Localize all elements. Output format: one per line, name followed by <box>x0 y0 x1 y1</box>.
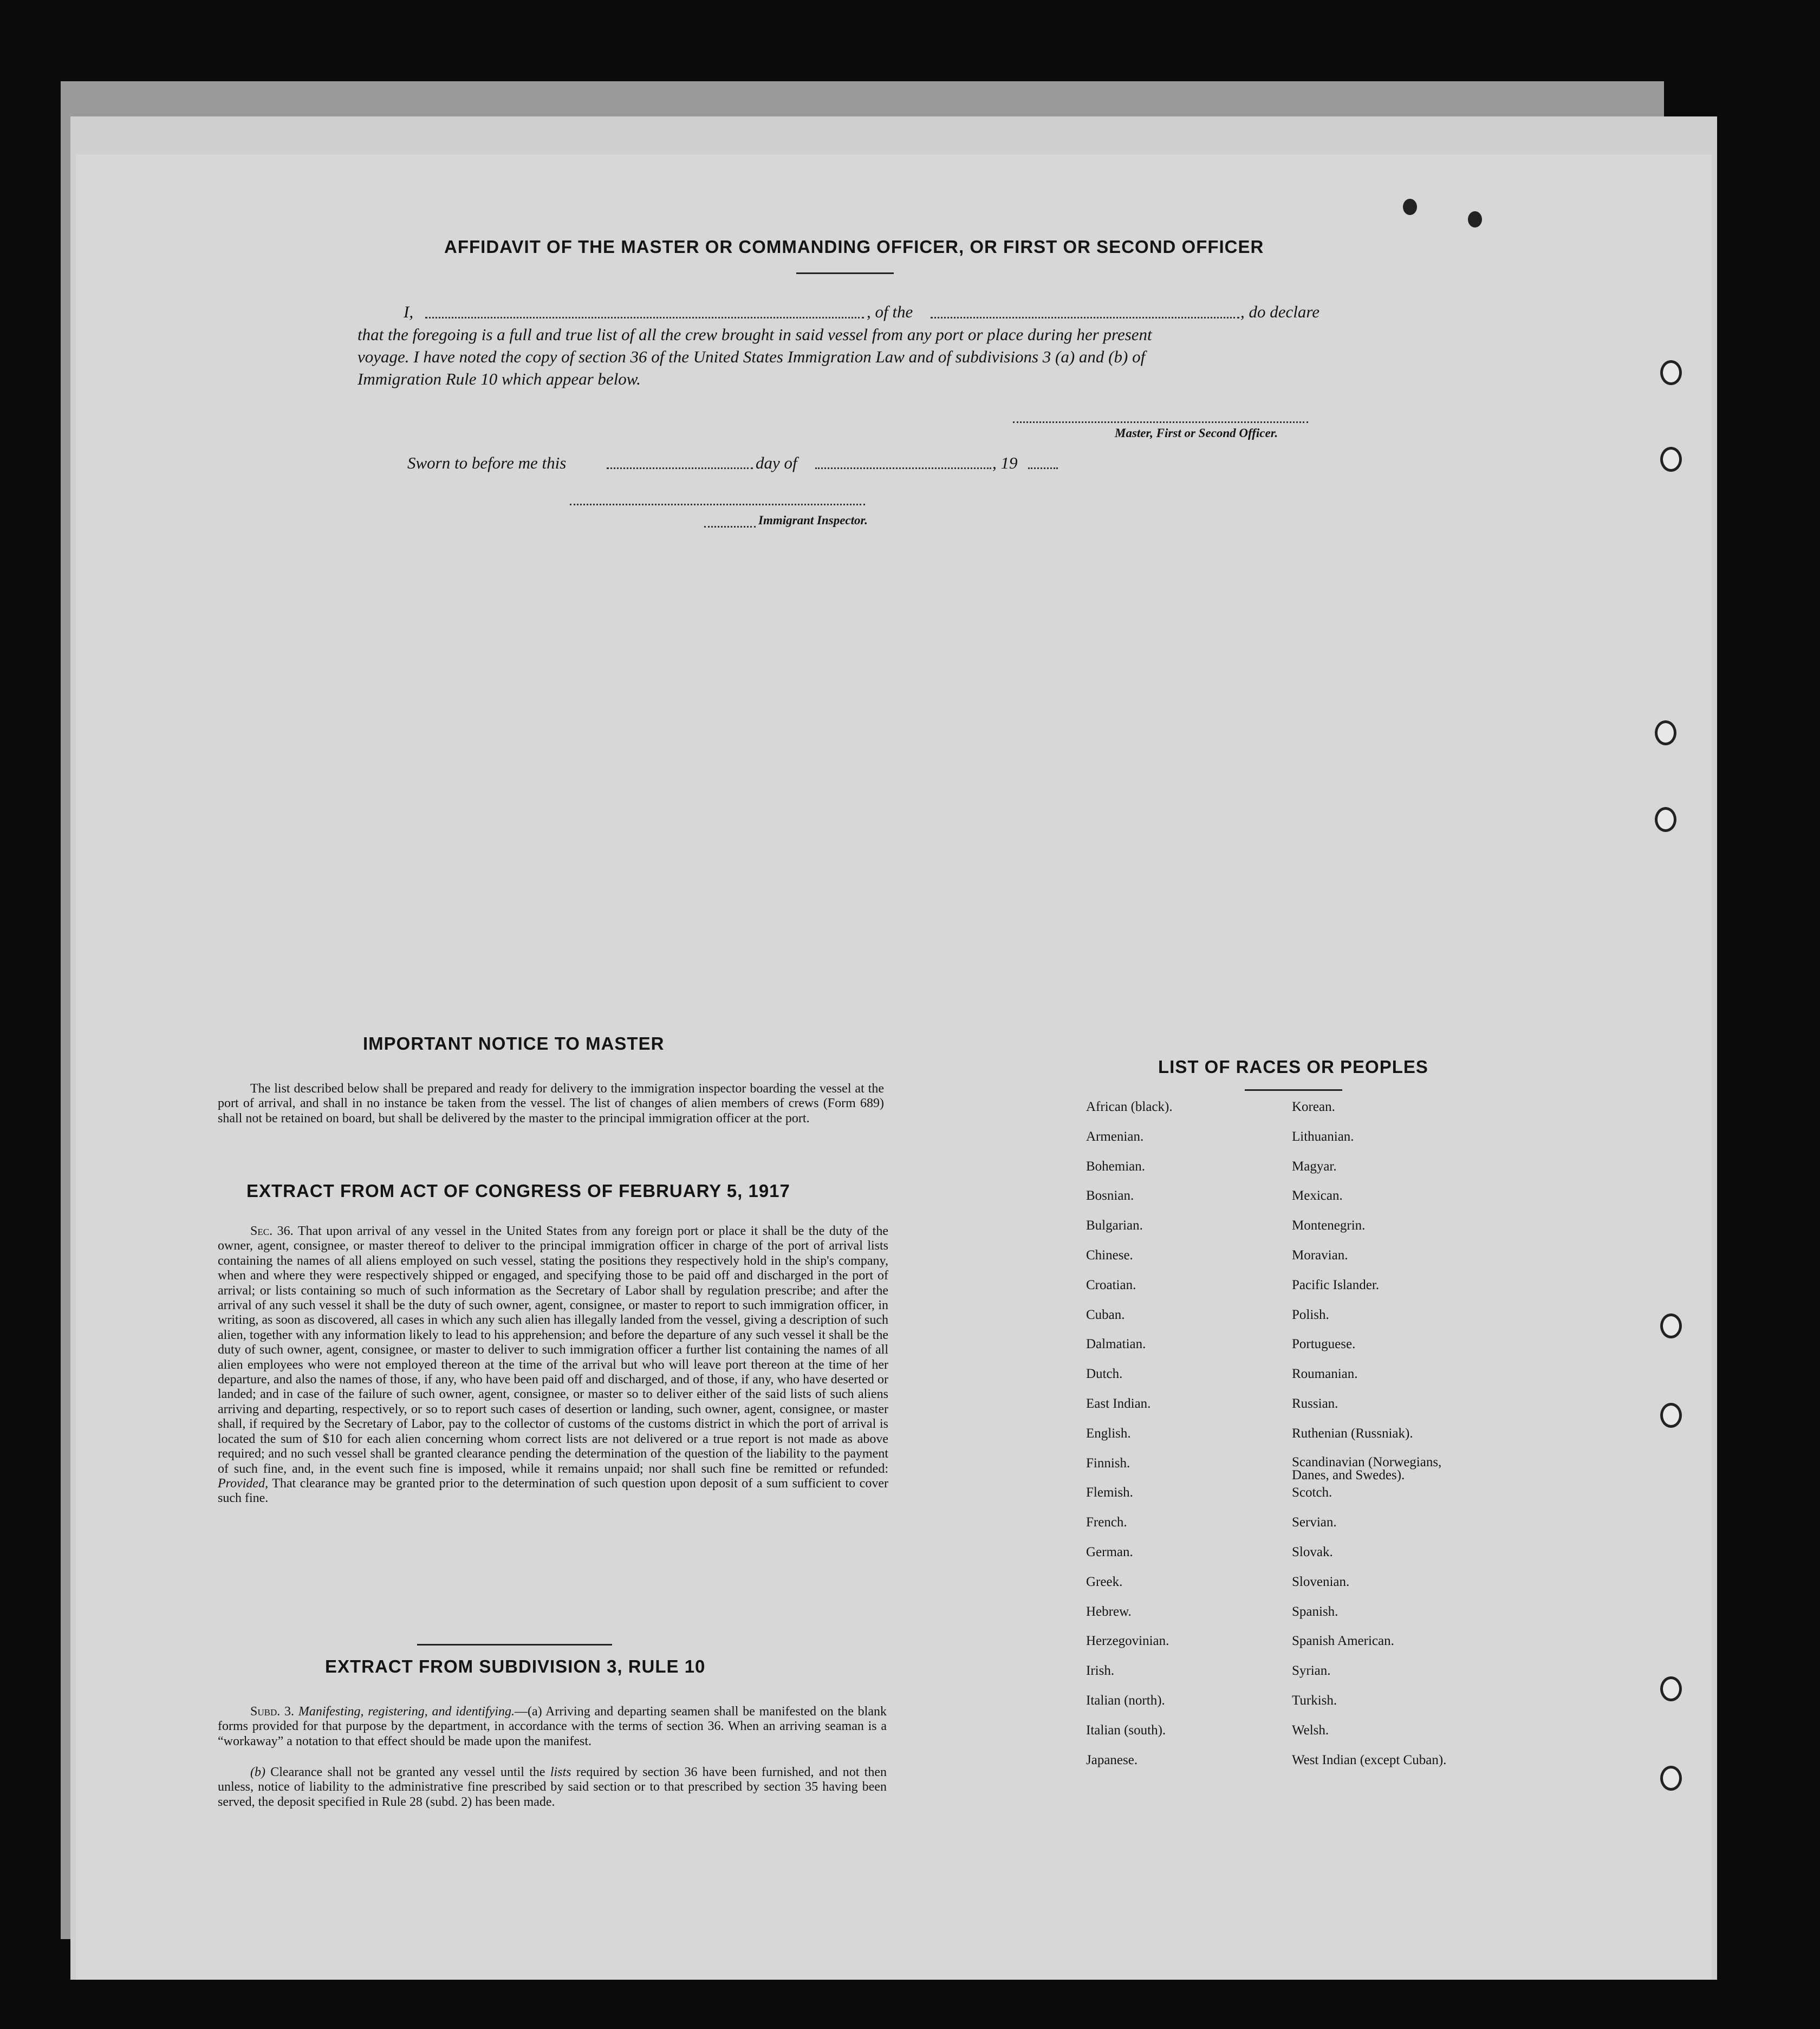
act-end-rule <box>417 1644 612 1646</box>
race-item-left: German. <box>1086 1544 1133 1559</box>
act-title: EXTRACT FROM ACT OF CONGRESS OF FEBRUARY 5, 1917 <box>246 1181 790 1201</box>
races-title-rule <box>1245 1089 1342 1091</box>
race-item-left: Flemish. <box>1086 1485 1133 1500</box>
affidavit-line2: that the foregoing is a full and true list of all the crew brought in said vessel from any port or place during her present <box>358 325 1152 344</box>
notice-title: IMPORTANT NOTICE TO MASTER <box>363 1033 665 1053</box>
title-rule <box>796 272 894 274</box>
inspector-prefix-line <box>704 526 756 528</box>
race-item-left: Bohemian. <box>1086 1159 1146 1174</box>
race-row <box>1086 1100 1476 1129</box>
rule-para-b <box>218 1765 887 1810</box>
year-blank <box>1028 467 1058 469</box>
rule-title: EXTRACT FROM SUBDIVISION 3, RULE 10 <box>325 1656 706 1676</box>
race-item-right: Slovenian. <box>1292 1574 1350 1589</box>
binder-ring <box>1660 1403 1682 1428</box>
race-row <box>1086 1159 1476 1189</box>
race-item-left: African (black). <box>1086 1100 1173 1114</box>
document-sheet <box>76 154 1712 1980</box>
race-row <box>1086 1218 1476 1248</box>
binder-ring <box>1660 447 1682 472</box>
race-item-right: Montenegrin. <box>1292 1218 1366 1233</box>
rule-para-a <box>218 1705 887 1749</box>
sworn-end: , 19 <box>992 453 1018 472</box>
affidavit-line3: voyage. I have noted the copy of section 36 of the United States Immigration Law and of subdivisions 3 (a) and (b) of <box>358 347 1146 366</box>
para-b-label: (b) <box>250 1765 265 1779</box>
inspector-signature-line <box>570 504 865 505</box>
race-item-right: Lithuanian. <box>1292 1129 1354 1144</box>
race-row <box>1086 1367 1476 1396</box>
punch-hole <box>1403 199 1417 215</box>
race-item-left: Croatian. <box>1086 1277 1136 1292</box>
para-b-part2: required by section 36 have been furnished, and not then unless, notice of liability to the administrative fine prescribed by said section or to that prescribed by section 35 having been served, the deposit specified in Rule 28 (subd. 2) has been made. <box>218 1765 887 1809</box>
race-item-right: Moravian. <box>1292 1247 1348 1263</box>
race-item-right: Welsh. <box>1292 1722 1329 1738</box>
races-title: LIST OF RACES OR PEOPLES <box>1158 1057 1428 1077</box>
race-item-right: Slovak. <box>1292 1544 1333 1559</box>
race-row <box>1086 1545 1476 1575</box>
vessel-blank <box>931 317 1239 318</box>
binder-ring <box>1660 1313 1682 1338</box>
month-blank <box>815 467 991 469</box>
para-b-part1: Clearance shall not be granted any vessel until the <box>270 1765 545 1779</box>
race-row <box>1086 1753 1476 1783</box>
race-item-left: French. <box>1086 1515 1127 1530</box>
race-row <box>1086 1663 1476 1693</box>
race-row <box>1086 1308 1476 1337</box>
affidavit-line1-start: I, <box>404 302 414 321</box>
affidavit-line1-mid: , of the <box>867 302 913 321</box>
races-list <box>1086 1100 1476 1782</box>
race-item-left: Armenian. <box>1086 1129 1144 1144</box>
notice-text <box>218 1082 884 1126</box>
race-row <box>1086 1485 1476 1515</box>
race-item-left: Hebrew. <box>1086 1604 1132 1619</box>
race-item-right: Polish. <box>1292 1307 1329 1322</box>
race-item-right: Spanish American. <box>1292 1634 1394 1649</box>
subd-label: Subd. 3. <box>250 1705 295 1719</box>
race-row <box>1086 1604 1476 1634</box>
race-item-left: Irish. <box>1086 1663 1115 1679</box>
race-item-right: Spanish. <box>1292 1604 1338 1619</box>
para-b-lists: lists <box>550 1765 571 1779</box>
race-row <box>1086 1515 1476 1545</box>
sworn-start: Sworn to before me this <box>407 453 567 472</box>
sworn-mid: day of <box>756 453 797 472</box>
binder-ring <box>1660 360 1682 385</box>
race-row <box>1086 1129 1476 1159</box>
master-signature-line <box>1013 421 1308 423</box>
race-item-right: Turkish. <box>1292 1693 1337 1708</box>
race-item-right: Roumanian. <box>1292 1367 1358 1382</box>
section-label: Sec. 36. <box>250 1224 294 1238</box>
race-item-right: Korean. <box>1292 1100 1335 1114</box>
race-item-left: Italian (south). <box>1086 1722 1166 1738</box>
race-item-right: Scandinavian (Norwegians, Danes, and Swedes). <box>1292 1454 1442 1482</box>
binder-ring <box>1660 1676 1682 1701</box>
binder-ring <box>1655 720 1676 745</box>
race-item-right: Russian. <box>1292 1396 1338 1411</box>
race-row <box>1086 1337 1476 1367</box>
race-row <box>1086 1426 1476 1456</box>
affidavit-line1-end: , do declare <box>1240 302 1320 321</box>
race-row <box>1086 1396 1476 1426</box>
race-item-left: Italian (north). <box>1086 1693 1165 1708</box>
subd-para-a: —(a) Arriving and departing seamen shall be manifested on the blank forms provided for that purpose by the department, in accordance with the terms of section 36. When an arriving seaman is a “workaway” a notation to that effect should be made upon the manifest. <box>218 1705 887 1748</box>
race-item-left: Cuban. <box>1086 1307 1125 1322</box>
section-36-text: That upon arrival of any vessel in the United States from any foreign port or place it shall be the duty of the owner, agent, consignee, or master thereof to deliver to the principal immigration officer in charge of the port of arrival lists containing the names of all aliens employed on such vessel, stating the positions they respectively hold in the ship's company, when and where they were respectively shipped or engaged, and specifying those to be paid off and discharged in the port of arrival; or lists containing so much of such information as the Secretary of Labor shall by regulation prescribe; and after the arrival of any such vessel it shall be the duty of such owner, agent, consignee, or master to report to such immigration officer, in writing, as soon as discovered, all cases in which any such alien has illegally landed from the vessel, giving a description of such alien, together with any information likely to lead to his apprehension; and before the departure of any such vessel it shall be the duty of such owner, agent, consignee, or master to deliver to such immigration officer a further list containing the names of all alien employees who were not employed thereon at the time of the arrival but who will leave port thereon at the time of her departure, and also the names of those, if any, who have been paid off and discharged, and of those, if any, who have deserted or landed; and in case of the failure of such owner, agent, consignee, or master so to deliver either of the said lists of such aliens arriving and departing, respectively, or so to report such cases of desertion or landing, such owner, agent, consignee, or master shall, if required by the Secretary of Labor, pay to the collector of customs of the customs district in which the port of arrival is located the sum of $10 for each alien concerning whom correct lists are not delivered or a true report is not made as above required; and no such vessel shall be granted clearance pending the determination of the question of the liability to the payment of such fine, and, in the event such fine is imposed, while it remains unpaid; nor shall such fine be remitted or refunded: <box>218 1224 888 1476</box>
race-row <box>1086 1723 1476 1753</box>
race-item-right: Magyar. <box>1292 1159 1337 1174</box>
provided-text: That clearance may be granted prior to the determination of such question upon deposit of a sum sufficient to cover such fine. <box>218 1476 888 1506</box>
race-item-right: Ruthenian (Russniak). <box>1292 1426 1413 1441</box>
affidavit-title: AFFIDAVIT OF THE MASTER OR COMMANDING OFFICER, OR FIRST OR SECOND OFFICER <box>444 237 1264 257</box>
binder-ring <box>1655 807 1676 832</box>
race-item-left: Greek. <box>1086 1574 1123 1589</box>
subd-heading: Manifesting, registering, and identifying. <box>298 1705 515 1719</box>
race-item-left: Bulgarian. <box>1086 1218 1143 1233</box>
day-blank <box>607 467 753 469</box>
race-item-right: Mexican. <box>1292 1188 1343 1204</box>
race-item-left: Japanese. <box>1086 1752 1138 1767</box>
race-item-right: Scotch. <box>1292 1485 1332 1500</box>
race-item-left: Dalmatian. <box>1086 1337 1146 1352</box>
race-row <box>1086 1693 1476 1723</box>
race-item-left: English. <box>1086 1426 1131 1441</box>
race-item-left: Finnish. <box>1086 1455 1130 1471</box>
affidavit-line4: Immigration Rule 10 which appear below. <box>358 369 641 388</box>
master-signature-label: Master, First or Second Officer. <box>1115 426 1278 440</box>
race-item-left: Herzegovinian. <box>1086 1634 1169 1649</box>
name-blank <box>425 317 864 318</box>
race-item-right: Servian. <box>1292 1515 1337 1530</box>
race-item-right: Syrian. <box>1292 1663 1331 1679</box>
race-item-right: Pacific Islander. <box>1292 1277 1380 1292</box>
race-item-right: Portuguese. <box>1292 1337 1356 1352</box>
inspector-label: Immigrant Inspector. <box>758 513 868 527</box>
act-text <box>218 1224 888 1506</box>
race-item-left: Chinese. <box>1086 1247 1133 1263</box>
punch-hole <box>1468 211 1482 227</box>
race-item-left: Dutch. <box>1086 1367 1123 1382</box>
race-row <box>1086 1188 1476 1218</box>
race-row <box>1086 1634 1476 1663</box>
race-item-left: East Indian. <box>1086 1396 1151 1411</box>
notice-paragraph: The list described below shall be prepared and ready for delivery to the immigration inspector boarding the vessel at the port of arrival, and shall in no instance be taken from the vessel. The list of changes of alien members of crews (Form 689) shall not be retained on board, but shall be delivered by the master to the principal immigration officer at the port. <box>218 1082 884 1126</box>
race-row <box>1086 1575 1476 1604</box>
race-row <box>1086 1248 1476 1278</box>
race-item-right: West Indian (except Cuban). <box>1292 1752 1447 1767</box>
provided-word: Provided, <box>218 1476 269 1491</box>
race-row <box>1086 1456 1476 1486</box>
race-row <box>1086 1278 1476 1308</box>
race-item-left: Bosnian. <box>1086 1188 1134 1204</box>
binder-ring <box>1660 1766 1682 1791</box>
